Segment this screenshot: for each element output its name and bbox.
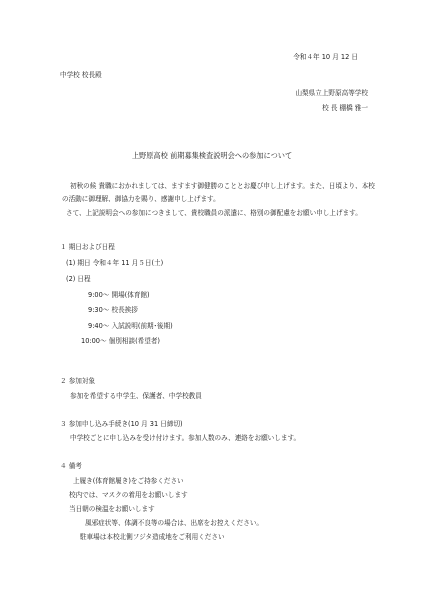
document-title: 上野原高校 前期募集検査説明会への参加について [131, 151, 293, 160]
schedule-item: 9:30～ 校長挨拶 [88, 306, 138, 314]
schedule-item: 9:00～ 開場(体育館) [88, 291, 150, 299]
schedule-item: 9:40～ 入試説明(前期･後期) [88, 322, 173, 330]
greeting-line-3: さて、上記説明会への参加につきまして、貴校職員の派遣に、格別の御配慮をお願い申し上げます。 [66, 209, 362, 217]
section-2-body: 参加を希望する中学生、保護者、中学校教員 [70, 392, 202, 400]
section-1-heading: １ 期日および日程 [60, 243, 115, 251]
note-item: 校内では、マスクの着用をお願いします [69, 491, 188, 499]
sender-school: 山梨県立上野原高等学校 [295, 89, 368, 97]
section-1-date: (1) 期日 令和４年 11 月５日(土) [66, 259, 164, 267]
document-date: 令和４年 10 月 12 日 [293, 53, 358, 61]
note-item: 風邪症状等、体調不良等の場合は、出席をお控えください。 [85, 519, 264, 527]
section-3-body: 中学校ごとに申し込みを受け付けます。参加人数のみ、連絡をお願いします。 [70, 434, 301, 442]
schedule-item: 10:00～ 個別相談(希望者) [81, 337, 160, 345]
sender-principal: 校 長 棚橋 雅一 [322, 104, 368, 112]
greeting-line-1: 初秋の候 貴職におかれましては、ますます御健勝のこととお慶び申し上げます。また、日頃より、本校 [70, 182, 375, 190]
section-3-heading: ３ 参加申し込み手続き(10 月 31 日締切) [60, 420, 183, 428]
recipient: 中学校 校長殿 [60, 71, 102, 79]
greeting-line-2: の活動に御理解、御協力を賜り、感謝申し上げます。 [62, 195, 220, 203]
note-item: 上履き(体育館履き)をご持参ください [73, 477, 184, 485]
section-2-heading: ２ 参加対象 [60, 377, 96, 385]
note-item: 駐車場は本校北側フジタ造成地をご利用ください [80, 533, 225, 541]
note-item: 当日朝の検温をお願いします [69, 505, 155, 513]
section-1-schedule-heading: (2) 日程 [66, 275, 91, 283]
section-4-heading: ４ 備考 [60, 462, 82, 470]
